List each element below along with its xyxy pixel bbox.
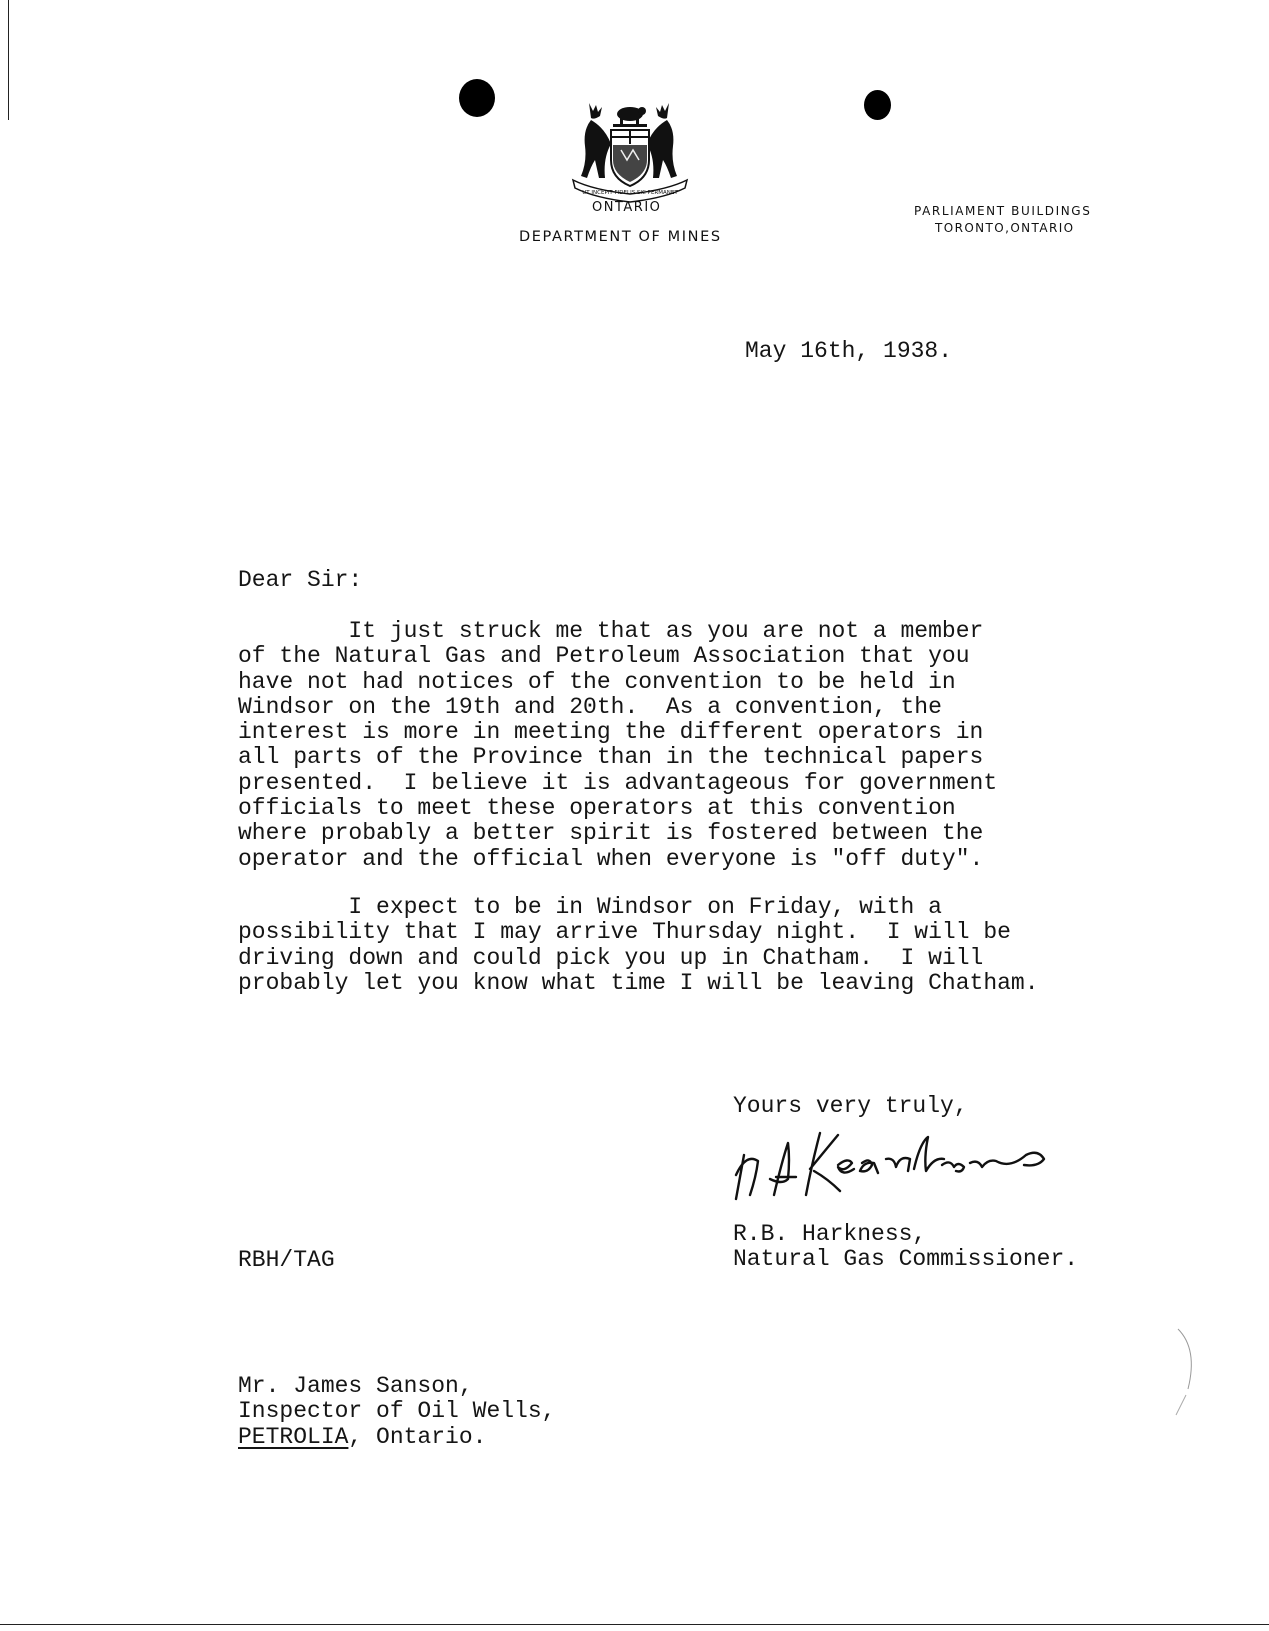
punch-hole-left <box>459 79 495 117</box>
address-line-1: PARLIAMENT BUILDINGS <box>914 204 1092 218</box>
body-line: Windsor on the 19th and 20th. As a convention, the <box>238 693 942 720</box>
margin-mark <box>1170 1325 1210 1425</box>
body-line: I expect to be in Windsor on Friday, with a <box>238 894 942 920</box>
recipient-town: PETROLIA <box>238 1423 349 1450</box>
crest-motto: UT INCEPIT FIDELIS SIC PERMANET <box>582 190 678 196</box>
scan-edge-bottom <box>0 1624 1269 1625</box>
body-line: probably let you know what time I will be leaving Chatham. <box>238 969 1039 996</box>
signer-name: R.B. Harkness, <box>733 1221 927 1247</box>
body-line: operator and the official when everyone is "off duty". <box>238 845 984 872</box>
body-line: of the Natural Gas and Petroleum Association that you <box>238 643 970 670</box>
recipient-province: , Ontario. <box>348 1423 487 1450</box>
ontario-crest-icon <box>569 100 691 204</box>
closing: Yours very truly, <box>733 1093 968 1119</box>
body-line: where probably a better spirit is fostered between the <box>238 820 984 847</box>
recipient-line-2: Inspector of Oil Wells, <box>238 1398 556 1425</box>
signer-title: Natural Gas Commissioner. <box>733 1246 1079 1272</box>
reference-initials: RBH/TAG <box>238 1247 335 1273</box>
body-line: driving down and could pick you up in Chatham. I will <box>238 944 984 971</box>
body-line: presented. I believe it is advantageous for government <box>238 769 998 796</box>
province-name: ONTARIO <box>592 200 662 215</box>
body-line: have not had notices of the convention to be held in <box>238 668 956 695</box>
recipient-line-1: Mr. James Sanson, <box>238 1373 473 1399</box>
punch-hole-right <box>864 90 891 120</box>
body-line: It just struck me that as you are not a member <box>238 618 984 644</box>
handwritten-signature <box>730 1125 1090 1205</box>
body-paragraph-2 <box>238 895 1039 996</box>
body-line: possibility that I may arrive Thursday night. I will be <box>238 919 1011 946</box>
address-line-2: TORONTO,ONTARIO <box>935 221 1075 235</box>
scan-edge-left <box>8 0 9 120</box>
department-name: DEPARTMENT OF MINES <box>519 229 722 245</box>
body-line: all parts of the Province than in the technical papers <box>238 744 984 771</box>
recipient-line-3 <box>238 1425 555 1450</box>
letter-date: May 16th, 1938. <box>745 338 953 364</box>
body-line: officials to meet these operators at this convention <box>238 795 956 822</box>
body-line: interest is more in meeting the different operators in <box>238 719 984 746</box>
body-paragraph-1 <box>238 619 997 872</box>
recipient-address <box>238 1374 555 1450</box>
salutation: Dear Sir: <box>238 567 363 593</box>
